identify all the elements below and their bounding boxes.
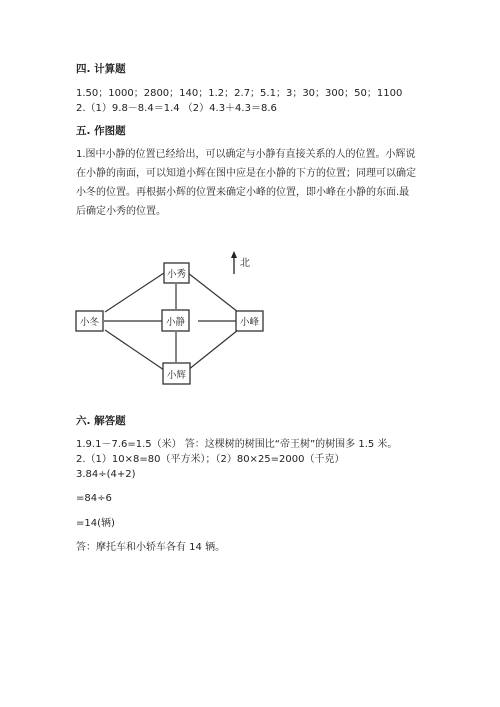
answer-line-2: 2.（1）10×8=80（平方米）；（2）80×25=2000（千克）	[76, 454, 345, 465]
label-xiaoxiu: 小秀	[166, 269, 187, 280]
label-xiaofeng: 小峰	[239, 317, 260, 328]
answer-line-3: 3.84÷(4+2)	[76, 469, 136, 480]
label-xiaodong: 小冬	[79, 317, 100, 328]
line-feng-hui	[188, 330, 238, 370]
calc-answers-line-1: 1.50；1000；2800；140；1.2；2.7；5.1；3；30；300；50；1100	[76, 88, 403, 99]
line-xiu-feng	[188, 273, 238, 312]
label-xiaojing: 小静	[165, 317, 186, 328]
section-4-title: 四. 计算题	[76, 63, 126, 75]
north-label: 北	[240, 258, 250, 269]
answer-line-5: =14(辆)	[76, 518, 115, 529]
line-dong-hui	[105, 330, 164, 370]
label-xiaohui: 小辉	[166, 370, 187, 381]
answer-line-1: 1.9.1－7.6=1.5（米） 答：这棵树的树围比“帝王树”的树围多 1.5 米。	[76, 439, 398, 450]
calc-answers-line-2: 2.（1）9.8－8.4＝1.4 （2）4.3＋4.3＝8.6	[76, 103, 277, 114]
answer-line-4: =84÷6	[76, 493, 112, 504]
section-6-title: 六. 解答题	[76, 415, 126, 427]
line-xiu-dong	[105, 273, 164, 312]
answer-line-6: 答：摩托车和小轿车各有 14 辆。	[76, 542, 226, 553]
drawing-explanation: 1.图中小静的位置已经给出，可以确定与小静有直接关系的人的位置。小辉说在小静的南面，可以知道小辉在图中应是在小静的下方的位置；同理可以确定小冬的位置。再根据小辉的位置来确定小峰的位置，即小峰在小静的东面.最后确定小秀的位置。	[76, 149, 416, 217]
north-arrow-icon	[231, 251, 237, 274]
section-5-title: 五. 作图题	[76, 125, 126, 137]
